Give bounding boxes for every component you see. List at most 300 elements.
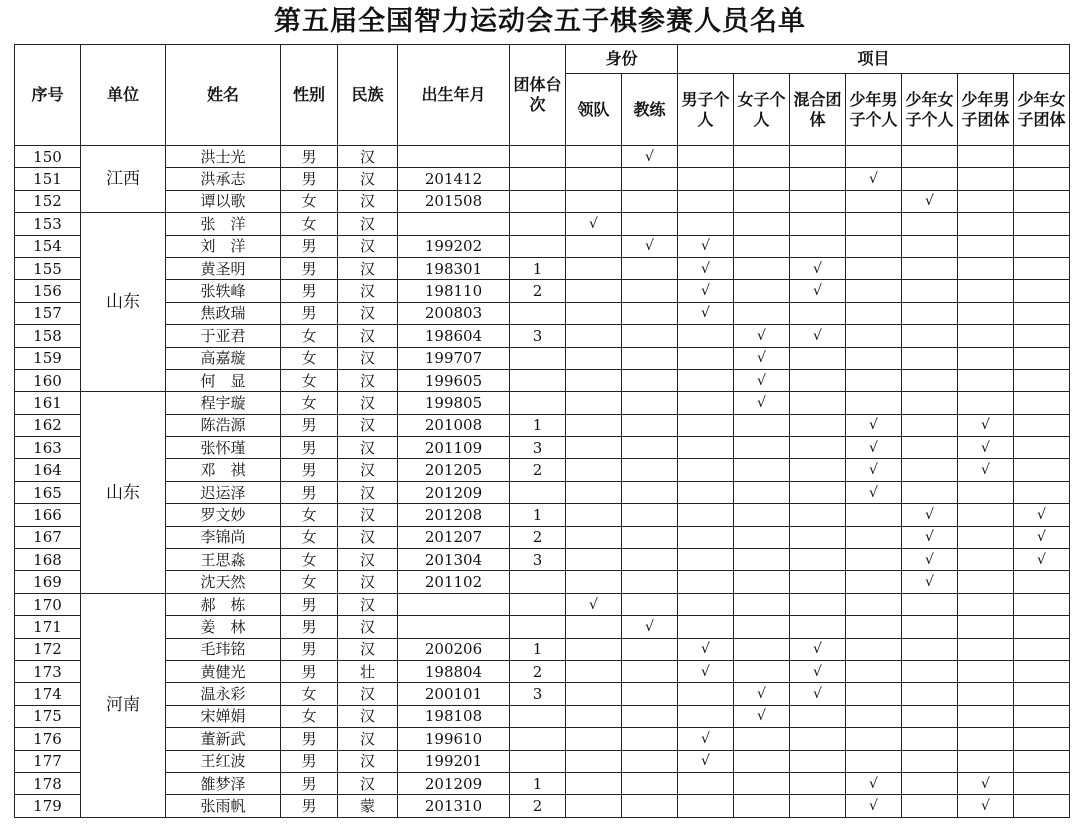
empty-mark-cell [790,392,846,414]
cell-seq: 178 [15,772,81,794]
cell-birth [398,213,510,235]
cell-team-board [510,190,566,212]
empty-mark-cell [846,392,902,414]
empty-mark-cell [902,414,958,436]
empty-mark-cell [566,392,622,414]
cell-seq: 158 [15,325,81,347]
cell-gender: 男 [281,280,338,302]
check-mark-cell: √ [1014,504,1070,526]
empty-mark-cell [566,146,622,168]
table-row [15,347,1070,369]
cell-team-board [510,302,566,324]
empty-mark-cell [846,616,902,638]
cell-birth [398,616,510,638]
cell-gender: 男 [281,146,338,168]
check-mark-cell: √ [622,146,678,168]
cell-name: 迟运泽 [166,481,281,503]
empty-mark-cell [678,683,734,705]
empty-mark-cell [846,705,902,727]
cell-gender: 男 [281,616,338,638]
empty-mark-cell [790,772,846,794]
cell-name: 张怀瑾 [166,437,281,459]
cell-ethnicity: 汉 [338,146,398,168]
empty-mark-cell [790,549,846,571]
table-row [15,638,1070,660]
check-mark-cell: √ [678,235,734,257]
empty-mark-cell [678,213,734,235]
table-row [15,795,1070,817]
empty-mark-cell [846,235,902,257]
empty-mark-cell [790,728,846,750]
empty-mark-cell [566,772,622,794]
check-mark-cell: √ [734,325,790,347]
cell-name: 黄健光 [166,660,281,682]
empty-mark-cell [566,257,622,279]
cell-name: 姜 林 [166,616,281,638]
cell-team-board [510,369,566,391]
cell-ethnicity: 汉 [338,728,398,750]
empty-mark-cell [902,705,958,727]
cell-ethnicity: 汉 [338,347,398,369]
col-group-identity: 身份 [566,45,678,74]
empty-mark-cell [678,481,734,503]
empty-mark-cell [846,257,902,279]
cell-ethnicity: 汉 [338,257,398,279]
empty-mark-cell [790,593,846,615]
empty-mark-cell [902,213,958,235]
empty-mark-cell [790,414,846,436]
cell-birth: 201207 [398,526,510,548]
check-mark-cell: √ [958,414,1014,436]
empty-mark-cell [846,146,902,168]
empty-mark-cell [1014,302,1070,324]
cell-gender: 男 [281,795,338,817]
table-row [15,593,1070,615]
empty-mark-cell [566,571,622,593]
cell-team-board: 1 [510,504,566,526]
cell-team-board [510,235,566,257]
check-mark-cell: √ [958,772,1014,794]
empty-mark-cell [678,571,734,593]
empty-mark-cell [846,280,902,302]
cell-birth: 201209 [398,772,510,794]
empty-mark-cell [958,549,1014,571]
empty-mark-cell [790,526,846,548]
empty-mark-cell [958,728,1014,750]
cell-name: 温永彩 [166,683,281,705]
empty-mark-cell [1014,257,1070,279]
empty-mark-cell [902,369,958,391]
empty-mark-cell [902,235,958,257]
table-row [15,257,1070,279]
empty-mark-cell [678,146,734,168]
cell-birth: 200803 [398,302,510,324]
check-mark-cell: √ [566,593,622,615]
cell-name: 毛玮铭 [166,638,281,660]
empty-mark-cell [846,728,902,750]
empty-mark-cell [678,168,734,190]
empty-mark-cell [958,392,1014,414]
cell-name: 郝 栋 [166,593,281,615]
cell-team-board [510,728,566,750]
table-row [15,235,1070,257]
cell-unit: 山东 [81,392,166,594]
empty-mark-cell [678,616,734,638]
cell-gender: 女 [281,392,338,414]
empty-mark-cell [902,325,958,347]
empty-mark-cell [958,526,1014,548]
check-mark-cell: √ [1014,526,1070,548]
cell-team-board: 2 [510,526,566,548]
cell-name: 谭以歌 [166,190,281,212]
table-header [15,45,1070,146]
roster-table [14,44,1070,818]
cell-team-board: 1 [510,414,566,436]
cell-ethnicity: 汉 [338,168,398,190]
table-row [15,280,1070,302]
cell-seq: 174 [15,683,81,705]
empty-mark-cell [734,481,790,503]
cell-name: 陈浩源 [166,414,281,436]
check-mark-cell: √ [734,369,790,391]
cell-team-board [510,616,566,638]
cell-name: 张 洋 [166,213,281,235]
cell-seq: 157 [15,302,81,324]
empty-mark-cell [566,235,622,257]
cell-team-board [510,213,566,235]
cell-birth: 199805 [398,392,510,414]
empty-mark-cell [622,437,678,459]
cell-ethnicity: 汉 [338,190,398,212]
cell-team-board: 3 [510,683,566,705]
check-mark-cell: √ [902,526,958,548]
empty-mark-cell [622,750,678,772]
table-row [15,481,1070,503]
check-mark-cell: √ [678,660,734,682]
empty-mark-cell [846,549,902,571]
empty-mark-cell [1014,660,1070,682]
cell-gender: 男 [281,593,338,615]
col-header-junior-girls-team: 少年女子团体 [1014,74,1070,146]
empty-mark-cell [678,414,734,436]
cell-name: 李锦尚 [166,526,281,548]
cell-seq: 168 [15,549,81,571]
cell-name: 沈天然 [166,571,281,593]
empty-mark-cell [566,660,622,682]
cell-gender: 男 [281,772,338,794]
table-row [15,302,1070,324]
empty-mark-cell [958,325,1014,347]
cell-birth: 201209 [398,481,510,503]
empty-mark-cell [958,481,1014,503]
empty-mark-cell [734,750,790,772]
empty-mark-cell [958,660,1014,682]
table-row [15,325,1070,347]
cell-birth [398,593,510,615]
empty-mark-cell [846,638,902,660]
table-row [15,683,1070,705]
empty-mark-cell [902,683,958,705]
empty-mark-cell [734,504,790,526]
empty-mark-cell [566,414,622,436]
cell-seq: 155 [15,257,81,279]
cell-team-board: 3 [510,325,566,347]
empty-mark-cell [734,302,790,324]
cell-name: 刘 洋 [166,235,281,257]
cell-seq: 152 [15,190,81,212]
cell-gender: 男 [281,459,338,481]
empty-mark-cell [678,459,734,481]
table-row [15,369,1070,391]
cell-gender: 女 [281,705,338,727]
cell-gender: 女 [281,683,338,705]
table-row [15,437,1070,459]
cell-team-board [510,750,566,772]
table-row [15,392,1070,414]
empty-mark-cell [622,280,678,302]
table-row [15,213,1070,235]
cell-gender: 男 [281,481,338,503]
empty-mark-cell [846,369,902,391]
empty-mark-cell [566,616,622,638]
cell-gender: 女 [281,369,338,391]
empty-mark-cell [734,616,790,638]
col-header-men-individual: 男子个人 [678,74,734,146]
check-mark-cell: √ [902,190,958,212]
cell-ethnicity: 汉 [338,549,398,571]
empty-mark-cell [622,392,678,414]
check-mark-cell: √ [678,257,734,279]
empty-mark-cell [1014,325,1070,347]
cell-gender: 男 [281,437,338,459]
cell-name: 于亚君 [166,325,281,347]
cell-seq: 173 [15,660,81,682]
check-mark-cell: √ [734,705,790,727]
cell-team-board: 2 [510,660,566,682]
empty-mark-cell [790,302,846,324]
empty-mark-cell [678,392,734,414]
cell-team-board: 2 [510,459,566,481]
empty-mark-cell [846,213,902,235]
check-mark-cell: √ [846,772,902,794]
empty-mark-cell [790,481,846,503]
cell-gender: 女 [281,325,338,347]
empty-mark-cell [790,616,846,638]
check-mark-cell: √ [958,795,1014,817]
cell-seq: 176 [15,728,81,750]
cell-seq: 161 [15,392,81,414]
cell-seq: 163 [15,437,81,459]
cell-birth: 198804 [398,660,510,682]
empty-mark-cell [734,257,790,279]
empty-mark-cell [622,369,678,391]
cell-seq: 160 [15,369,81,391]
cell-birth: 201208 [398,504,510,526]
check-mark-cell: √ [790,280,846,302]
cell-birth: 198110 [398,280,510,302]
empty-mark-cell [1014,750,1070,772]
cell-gender: 女 [281,504,338,526]
empty-mark-cell [622,325,678,347]
cell-seq: 170 [15,593,81,615]
empty-mark-cell [846,302,902,324]
empty-mark-cell [566,683,622,705]
table-row [15,190,1070,212]
cell-name: 宋婵娟 [166,705,281,727]
empty-mark-cell [622,257,678,279]
check-mark-cell: √ [958,459,1014,481]
empty-mark-cell [790,369,846,391]
cell-seq: 169 [15,571,81,593]
empty-mark-cell [846,504,902,526]
cell-ethnicity: 汉 [338,414,398,436]
cell-name: 程宇璇 [166,392,281,414]
empty-mark-cell [1014,728,1070,750]
check-mark-cell: √ [846,795,902,817]
cell-unit: 河南 [81,593,166,817]
cell-seq: 162 [15,414,81,436]
empty-mark-cell [678,437,734,459]
empty-mark-cell [622,772,678,794]
cell-seq: 159 [15,347,81,369]
cell-name: 洪士光 [166,146,281,168]
cell-seq: 171 [15,616,81,638]
check-mark-cell: √ [790,660,846,682]
cell-seq: 166 [15,504,81,526]
cell-birth: 201109 [398,437,510,459]
cell-team-board [510,392,566,414]
empty-mark-cell [790,705,846,727]
cell-seq: 175 [15,705,81,727]
cell-birth: 201008 [398,414,510,436]
empty-mark-cell [790,459,846,481]
empty-mark-cell [1014,459,1070,481]
empty-mark-cell [622,593,678,615]
cell-name: 邓 祺 [166,459,281,481]
col-header-unit: 单位 [81,45,166,146]
empty-mark-cell [790,213,846,235]
cell-team-board: 1 [510,257,566,279]
empty-mark-cell [622,347,678,369]
empty-mark-cell [622,638,678,660]
cell-ethnicity: 壮 [338,660,398,682]
page-title: 第五届全国智力运动会五子棋参赛人员名单 [274,6,806,37]
empty-mark-cell [566,168,622,190]
empty-mark-cell [734,660,790,682]
check-mark-cell: √ [678,638,734,660]
empty-mark-cell [622,728,678,750]
empty-mark-cell [846,660,902,682]
empty-mark-cell [1014,168,1070,190]
empty-mark-cell [958,616,1014,638]
empty-mark-cell [566,549,622,571]
empty-mark-cell [790,750,846,772]
empty-mark-cell [1014,392,1070,414]
col-header-ethnicity: 民族 [338,45,398,146]
col-header-birth: 出生年月 [398,45,510,146]
cell-name: 王思淼 [166,549,281,571]
empty-mark-cell [902,660,958,682]
col-header-women-individual: 女子个人 [734,74,790,146]
empty-mark-cell [902,146,958,168]
check-mark-cell: √ [902,504,958,526]
empty-mark-cell [678,795,734,817]
cell-seq: 150 [15,146,81,168]
check-mark-cell: √ [846,459,902,481]
empty-mark-cell [1014,571,1070,593]
empty-mark-cell [734,795,790,817]
check-mark-cell: √ [790,257,846,279]
empty-mark-cell [622,190,678,212]
empty-mark-cell [902,302,958,324]
cell-unit: 山东 [81,213,166,392]
empty-mark-cell [1014,146,1070,168]
empty-mark-cell [566,728,622,750]
empty-mark-cell [678,549,734,571]
empty-mark-cell [734,146,790,168]
check-mark-cell: √ [678,750,734,772]
empty-mark-cell [1014,683,1070,705]
col-header-gender: 性别 [281,45,338,146]
empty-mark-cell [734,437,790,459]
check-mark-cell: √ [846,414,902,436]
col-header-junior-girls-individual: 少年女子个人 [902,74,958,146]
empty-mark-cell [902,437,958,459]
check-mark-cell: √ [1014,549,1070,571]
cell-seq: 179 [15,795,81,817]
cell-gender: 女 [281,213,338,235]
empty-mark-cell [566,347,622,369]
col-header-team-board: 团体台次 [510,45,566,146]
cell-team-board: 3 [510,549,566,571]
empty-mark-cell [846,571,902,593]
cell-ethnicity: 汉 [338,750,398,772]
cell-gender: 女 [281,190,338,212]
cell-ethnicity: 汉 [338,571,398,593]
cell-gender: 男 [281,728,338,750]
cell-team-board: 1 [510,638,566,660]
empty-mark-cell [566,302,622,324]
empty-mark-cell [958,504,1014,526]
cell-seq: 164 [15,459,81,481]
empty-mark-cell [846,683,902,705]
check-mark-cell: √ [566,213,622,235]
cell-birth: 200206 [398,638,510,660]
cell-seq: 167 [15,526,81,548]
empty-mark-cell [958,146,1014,168]
cell-ethnicity: 汉 [338,302,398,324]
empty-mark-cell [1014,280,1070,302]
cell-ethnicity: 汉 [338,593,398,615]
empty-mark-cell [1014,795,1070,817]
cell-birth: 201304 [398,549,510,571]
empty-mark-cell [734,280,790,302]
cell-birth: 201412 [398,168,510,190]
empty-mark-cell [622,549,678,571]
empty-mark-cell [1014,437,1070,459]
empty-mark-cell [902,638,958,660]
cell-name: 洪承志 [166,168,281,190]
cell-name: 焦政瑞 [166,302,281,324]
empty-mark-cell [902,593,958,615]
empty-mark-cell [566,504,622,526]
cell-team-board: 2 [510,795,566,817]
empty-mark-cell [566,795,622,817]
empty-mark-cell [734,168,790,190]
col-header-mixed-team: 混合团体 [790,74,846,146]
cell-ethnicity: 汉 [338,526,398,548]
table-row [15,414,1070,436]
